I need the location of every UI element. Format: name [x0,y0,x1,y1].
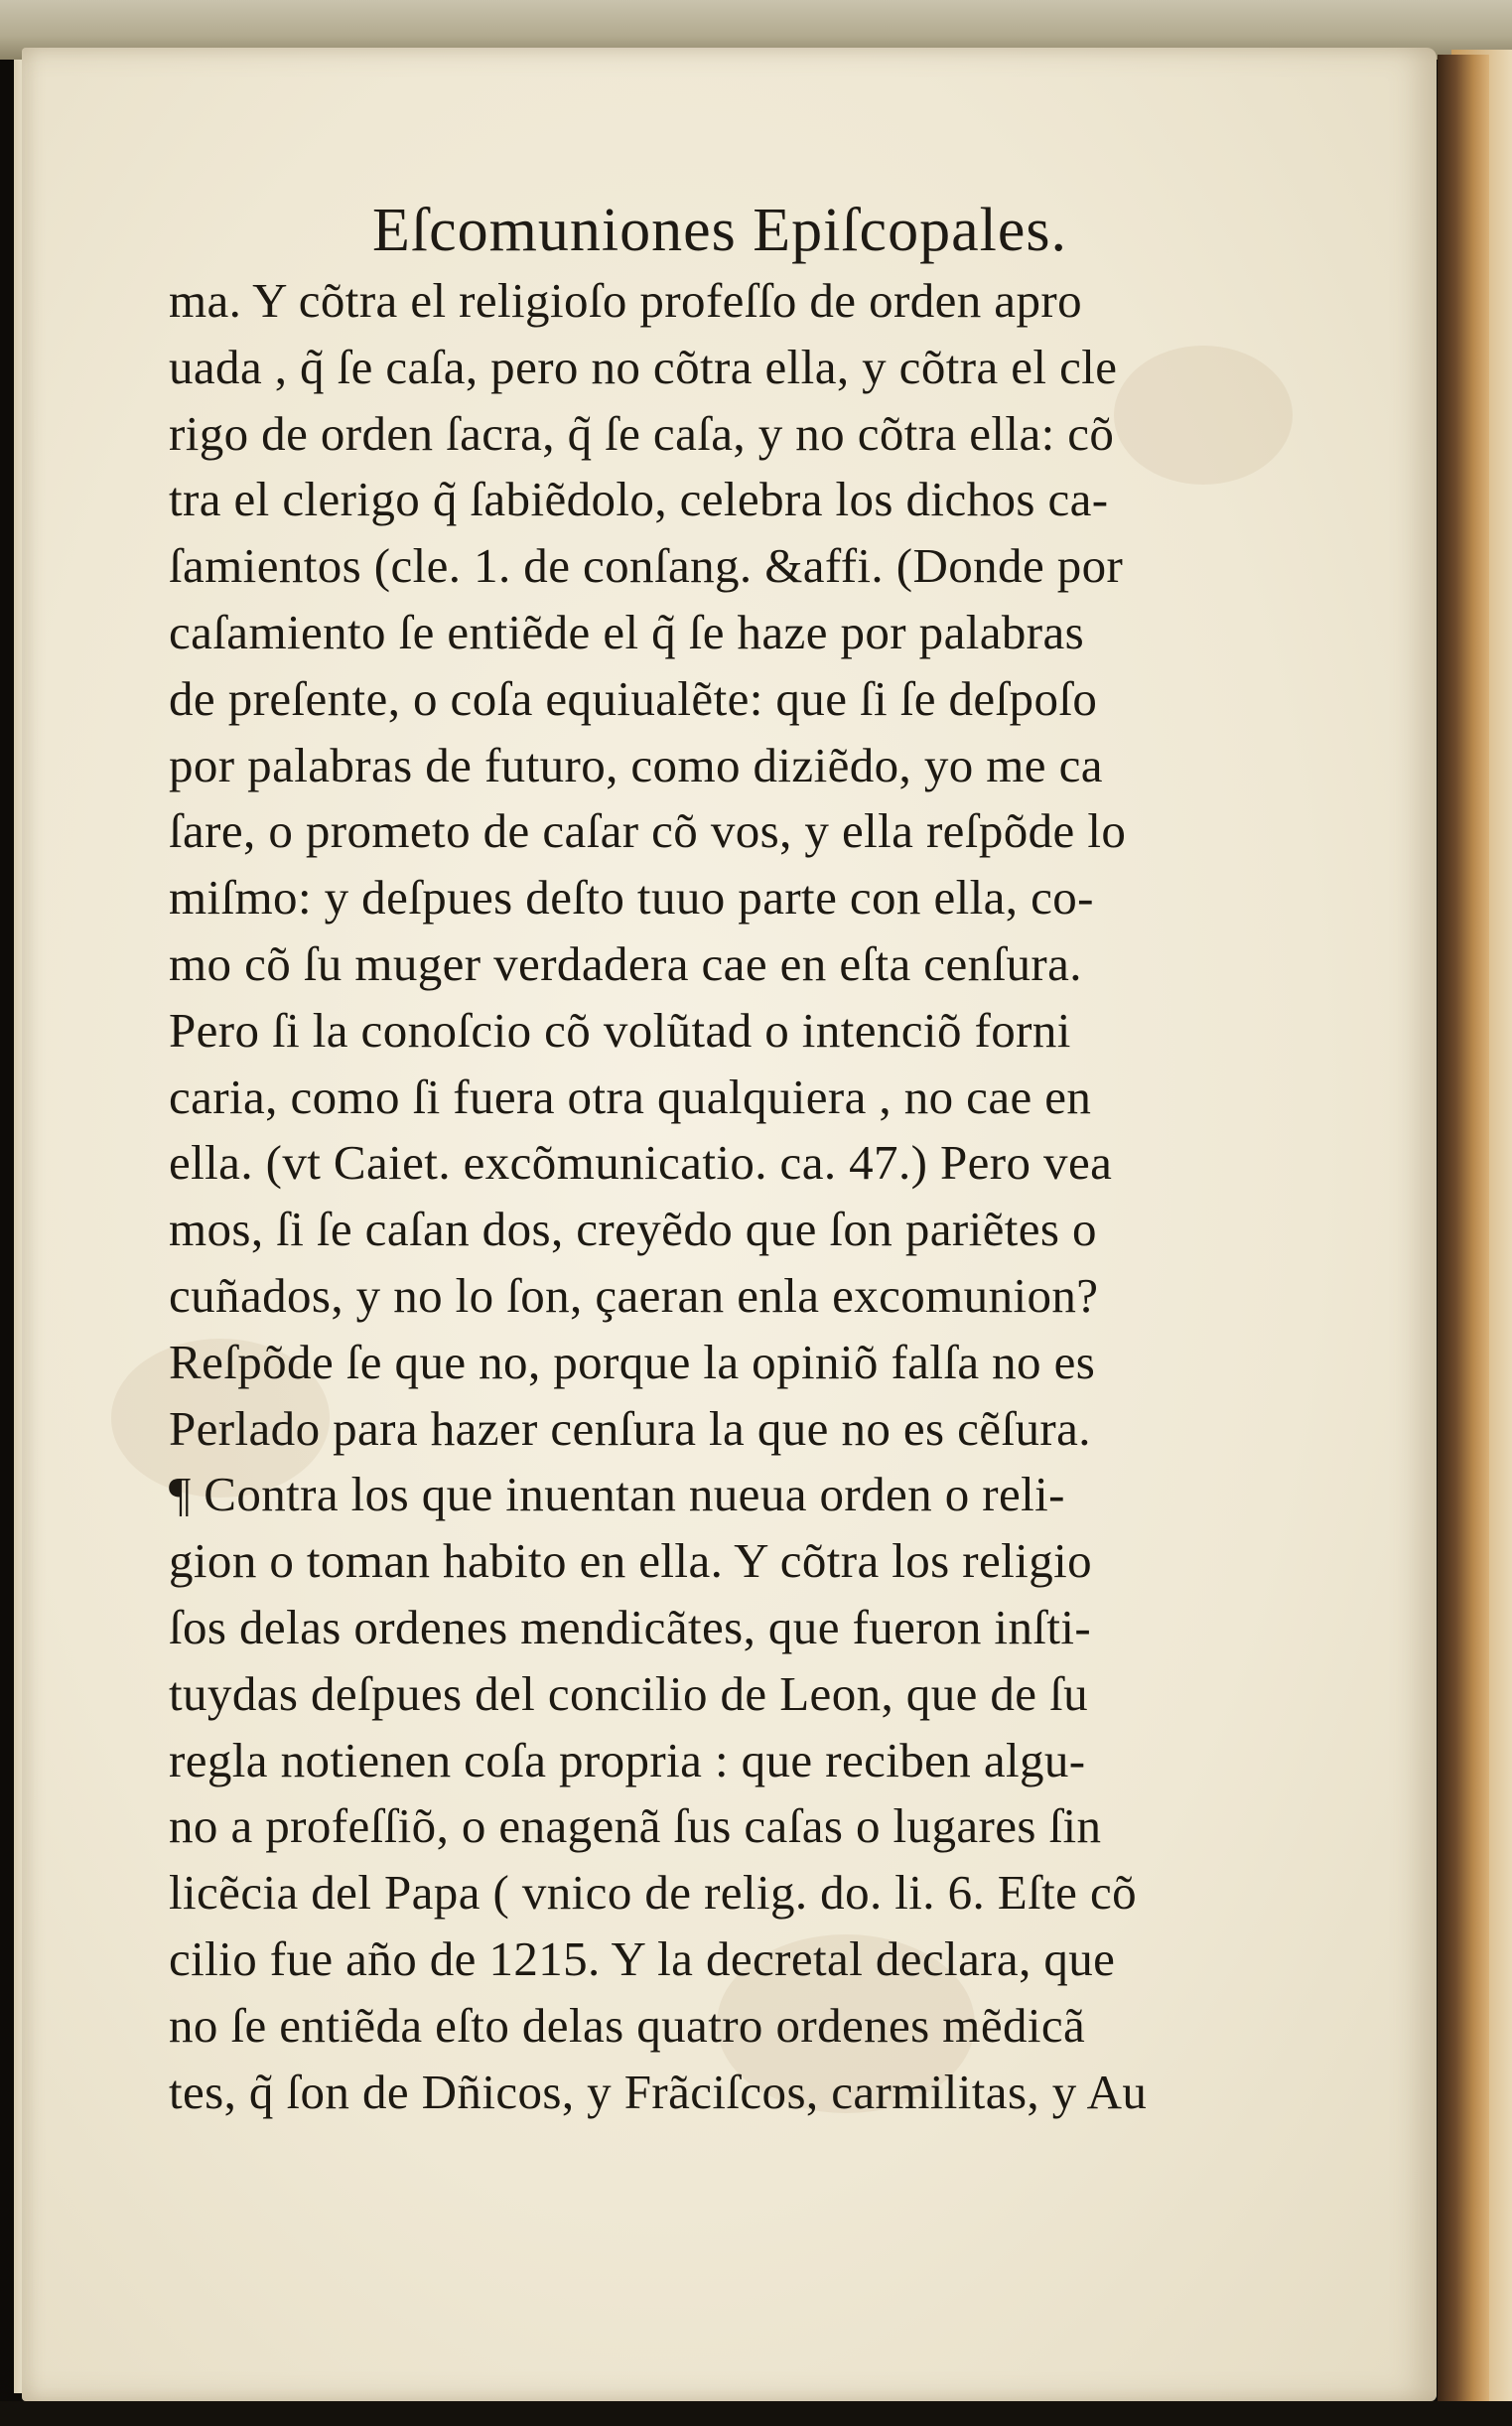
text-line: rigo de orden ſacra, q̃ ſe caſa, y no cõtra ella: cõ [169,405,1115,461]
text-line: tuydas deſpues del concilio de Leon, que de ſu [169,1665,1089,1721]
text-line: uada , q̃ ſe caſa, pero no cõtra ella, y cõtra el cle [169,339,1118,394]
text-line: no ſe entiẽda eſto delas quatro ordenes mẽdicã [169,1997,1086,2053]
text-line: licẽcia del Papa ( vnico de relig. do. li. 6. Eſte cõ [169,1865,1138,1921]
text-line: de preſente, o coſa equiualẽte: que ſi ſe deſpoſo [169,670,1098,726]
text-line: Pero ſi la conoſcio cõ volũtad o intenciõ forni [169,1002,1071,1058]
scan-bottom-edge [0,2401,1512,2426]
text-line: no a profeſſiõ, o enagenã ſus caſas o lugares ſin [169,1798,1102,1854]
text-line: ſare, o prometo de caſar cõ vos, y ella reſpõde lo [169,803,1127,859]
text-line: ſamientos (cle. 1. de conſang. &affi. (Donde por [169,538,1124,594]
text-line: regla notienen coſa propria : que reciben algu- [169,1732,1086,1787]
text-line: mos, ſi ſe caſan dos, creyẽdo que ſon pariẽtes o [169,1202,1097,1257]
running-header: Eſcomuniones Epiſcopales. [372,197,1067,264]
text-line: Reſpõde ſe que no, porque la opiniõ falſa no es [169,1334,1096,1389]
text-line: por palabras de futuro, como diziẽdo, yo me ca [169,737,1103,792]
text-line: miſmo: y deſpues deſto tuuo parte con ella, co- [169,870,1094,926]
body-text [169,268,1340,2125]
text-line: caſamiento ſe entiẽde el q̃ ſe haze por palabras [169,604,1085,659]
text-line: ella. (vt Caiet. excõmunicatio. ca. 47.) Pero vea [169,1135,1113,1191]
text-line: gion o toman habito en ella. Y cõtra los religio [169,1533,1093,1589]
text-line: caria, como ſi fuera otra qualquiera , no cae en [169,1069,1092,1124]
text-line: mo cõ ſu muger verdadera cae en eſta cenſura. [169,935,1082,991]
text-line: ſos delas ordenes mendicãtes, que fueron inſti- [169,1599,1092,1654]
book-gutter [1438,55,1489,2408]
text-line: tes, q̃ ſon de Dñicos, y Frãciſcos, carmilitas, y Au [169,2064,1148,2119]
text-line: cilio fue año de 1215. Y la decretal declara, que [169,1930,1116,1986]
text-line: tra el clerigo q̃ ſabiẽdolo, celebra los dichos ca- [169,472,1109,527]
text-line: Perlado para hazer cenſura la que no es cẽſura. [169,1400,1091,1456]
text-line: ¶ Contra los que inuentan nueua orden o reli- [169,1467,1065,1522]
text-line: cuñados, y no lo ſon, çaeran enla excomunion? [169,1267,1099,1323]
text-line: ma. Y cõtra el religioſo profeſſo de orden apro [169,273,1082,328]
